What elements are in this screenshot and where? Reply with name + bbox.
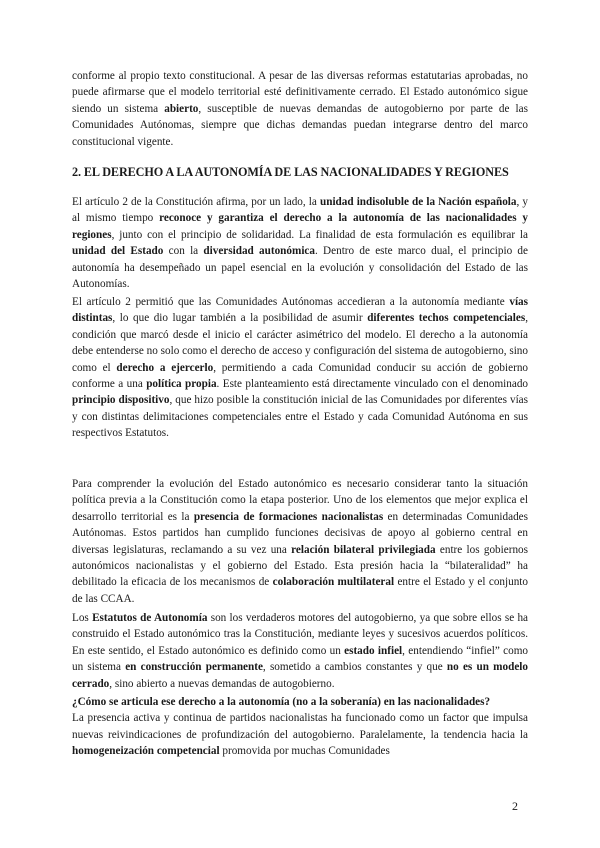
bold-term: unidad del Estado [72,245,164,258]
text-run: , sino abierto a nuevas demandas de autogobierno. [109,677,335,690]
bold-term: no es un modelo cerrado [72,661,528,690]
text-run: entre el Estado y el conjunto de las CCAA. [72,576,529,605]
text-run: Para comprender la evolución del Estado autonómico es necesario considerar tanto la situación política previa a la Constitución como la etapa posterior. Uno de los elementos que mejor explica el desarrollo territorial es la [72,478,528,523]
bold-term: colaboración multilateral [272,576,395,589]
text-run: , junto con el principio de solidaridad. La finalidad de esta formulación es equilibrar la [111,228,528,241]
bold-term: diversidad autonómica [203,245,315,258]
text-run: , entendiendo “infiel” como un sistema [72,644,528,674]
text-run: conforme al propio texto constitucional. A pesar de las diversas reformas estatutarias aprobadas, no puede afirmarse que el modelo territorial esté definitivamente cerrado. El Estado autonómico sigue siendo un sistema [72,70,528,115]
text-run: El artículo 2 permitió que las Comunidades Autónomas accedieran a la autonomía mediante [72,296,510,308]
text-run: , sometido a cambios constantes y que [262,661,447,674]
bold-term: relación bilateral privilegiada [291,543,436,556]
bold-term: presencia de formaciones nacionalistas [193,510,384,523]
paragraph-access-routes [72,294,528,442]
text-run: . Este planteamiento está directamente vinculado con el denominado [216,378,529,391]
paragraph-intro [72,68,528,150]
bold-term: derecho a ejercerlo [116,361,214,374]
page-number: 2 [512,799,518,813]
text-run: con la [163,245,204,258]
section-heading: 2. EL DERECHO A LA AUTONOMÍA DE LAS NACIONALIDADES Y REGIONES [72,165,509,179]
paragraph-article-2 [72,194,528,292]
bold-term: unidad indisoluble de la Nación española [320,196,517,208]
text-run: Los [72,612,93,624]
bold-term: vías distintas [72,296,528,325]
bold-term: en construcción permanente [125,661,263,674]
text-run: , condición que marcó desde el inicio el carácter asimétrico del modelo. El derecho a la autonomía debe entenderse no solo como el derecho de acceso y configuración del sistema de autogobierno, sino como el [72,312,528,374]
paragraph-question-body [72,710,528,759]
text-run: , y al mismo tiempo [72,196,529,225]
bold-term: principio dispositivo [72,394,170,407]
bold-term: diferentes techos competenciales [367,312,526,325]
text-run: La presencia activa y continua de partidos nacionalistas ha funcionado como un factor que impulsa nuevas reivindicaciones de profundización del autogobierno. Paralelamente, la tendencia hacia la [72,712,528,741]
text-run: , lo que dio lugar también a la posibilidad de asumir [112,312,368,325]
text-run: entre los gobiernos autonómicos nacionalistas y el gobierno del Estado. Esta presión hacia la “bilateralidad” ha debilitado la eficacia de los mecanismos de [72,543,528,589]
bold-term: homogeneización competencial [72,745,220,758]
paragraph-statutes [72,610,528,692]
text-run: El artículo 2 de la Constitución afirma, por un lado, la [72,196,320,208]
bold-term: estado infiel [344,644,403,657]
bold-term: reconoce y garantiza el derecho a la autonomía de las nacionalidades y regiones [72,212,528,241]
text-run: , permitiendo a cada Comunidad conducir su acción de gobierno conforme a una [72,361,529,391]
question-heading: ¿Cómo se articula ese derecho a la autonomía (no a la soberanía) en las nacionalidades? [72,696,491,708]
text-run: . Dentro de este marco dual, el principio de autonomía ha desempeñado un papel esencial en la evolución y consolidación del Estado de las Autonomías. [72,245,528,291]
text-run: promovida por muchas Comunidades [219,745,390,758]
text-run: en determinadas Comunidades Autónomas. Estos partidos han cumplido funciones decisivas de apoyo al gobierno central en diversas legislaturas, reclamando a su vez una [72,510,528,556]
bold-term: Estatutos de Autonomía [92,612,208,624]
bold-term: política propia [146,378,217,391]
text-run: son los verdaderos motores del autogobierno, ya que sobre ellos se ha construido el Estado autonómico tras la Constitución, mediante leyes y sucesivos acuerdos políticos. En este sentido, el Estado autonómico es definido como un [72,612,528,657]
question-section [72,694,528,760]
paragraph-nationalist-parties [72,476,528,607]
text-run: , susceptible de nuevas demandas de autogobierno por parte de las Comunidades Autónomas, siempre que dichas demandas puedan integrarse dentro del marco constitucional vigente. [72,102,528,148]
text-run: , que hizo posible la constitución inicial de las Comunidades por diferentes vías y con distintas delimitaciones competenciales entre el Estado y cada Comunidad Autónoma en sus respectivos Estatutos. [72,394,528,440]
bold-term: abierto [164,102,199,115]
